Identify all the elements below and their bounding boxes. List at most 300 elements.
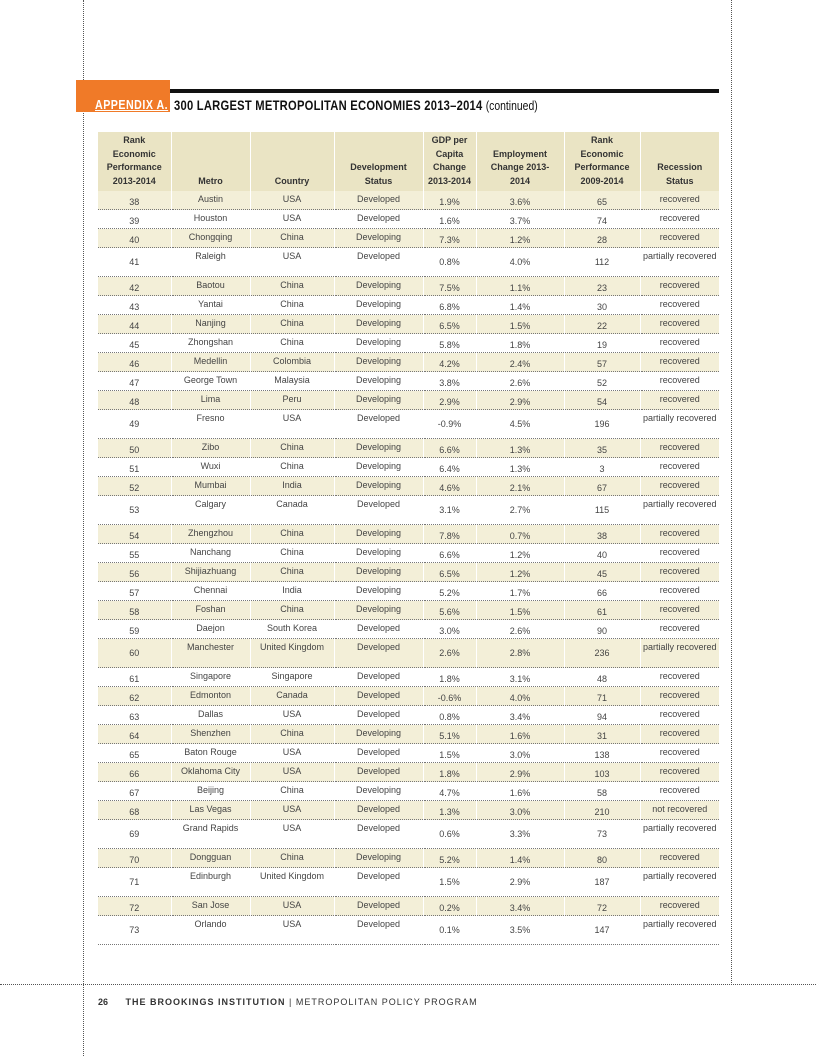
cell-col-recession-status: recovered [640, 706, 719, 725]
cell-col-employment-change: 1.6% [476, 725, 564, 744]
header-line: Rank [590, 135, 613, 145]
cell-col-country: USA [250, 801, 334, 820]
cell-col-employment-change: 1.7% [476, 582, 564, 601]
cell-col-employment-change: 1.6% [476, 782, 564, 801]
cell-col-gdp-change: 4.2% [423, 353, 476, 372]
cell-col-rank-2013: 61 [98, 668, 171, 687]
cell-col-rank-2009: 66 [564, 582, 640, 601]
footer-institution: THE BROOKINGS INSTITUTION [125, 997, 286, 1007]
cell-col-employment-change: 3.1% [476, 668, 564, 687]
title-text: 300 LARGEST METROPOLITAN ECONOMIES 2013–2014 [174, 97, 483, 113]
cell-col-recession-status: recovered [640, 525, 719, 544]
cell-col-gdp-change: 7.3% [423, 229, 476, 248]
cell-col-metro: Zibo [171, 439, 250, 458]
cell-col-rank-2013: 67 [98, 782, 171, 801]
cell-col-rank-2009: 48 [564, 668, 640, 687]
cell-col-employment-change: 1.3% [476, 439, 564, 458]
cell-col-country: China [250, 849, 334, 868]
cell-col-country: India [250, 582, 334, 601]
cell-col-recession-status: partially recovered [640, 868, 719, 897]
cell-col-employment-change: 3.4% [476, 897, 564, 916]
table-body [98, 191, 719, 945]
cell-col-gdp-change: -0.9% [423, 410, 476, 439]
cell-col-employment-change: 2.6% [476, 372, 564, 391]
cell-col-development-status: Developing [334, 229, 423, 248]
cell-col-rank-2013: 71 [98, 868, 171, 897]
cell-col-development-status: Developed [334, 620, 423, 639]
cell-col-development-status: Developed [334, 687, 423, 706]
cell-col-development-status: Developing [334, 544, 423, 563]
cell-col-rank-2009: 210 [564, 801, 640, 820]
cell-col-rank-2013: 40 [98, 229, 171, 248]
table-row [98, 782, 719, 801]
table-row [98, 601, 719, 620]
cell-col-employment-change: 4.0% [476, 248, 564, 277]
table-row [98, 544, 719, 563]
cell-col-development-status: Developed [334, 191, 423, 210]
header-line: Capita [435, 148, 464, 159]
cell-col-metro: Lima [171, 391, 250, 410]
cell-col-development-status: Developing [334, 391, 423, 410]
cell-col-development-status: Developed [334, 706, 423, 725]
cell-col-rank-2013: 59 [98, 620, 171, 639]
cell-col-country: USA [250, 191, 334, 210]
cell-col-metro: Las Vegas [171, 801, 250, 820]
cell-col-recession-status: recovered [640, 601, 719, 620]
cell-col-employment-change: 2.9% [476, 391, 564, 410]
cell-col-recession-status: partially recovered [640, 639, 719, 668]
cell-col-gdp-change: 6.4% [423, 458, 476, 477]
header-col-country [250, 132, 334, 191]
cell-col-gdp-change: 6.5% [423, 315, 476, 334]
page-number: 26 [98, 997, 109, 1007]
left-margin-guide [83, 0, 84, 1056]
cell-col-rank-2009: 58 [564, 782, 640, 801]
header-col-metro [171, 132, 250, 191]
cell-col-rank-2013: 41 [98, 248, 171, 277]
cell-col-country: USA [250, 706, 334, 725]
cell-col-rank-2013: 62 [98, 687, 171, 706]
cell-col-gdp-change: -0.6% [423, 687, 476, 706]
table-row [98, 801, 719, 820]
cell-col-employment-change: 1.1% [476, 277, 564, 296]
table-row [98, 296, 719, 315]
title-continued: (continued) [485, 98, 538, 113]
cell-col-employment-change: 2.9% [476, 868, 564, 897]
cell-col-employment-change: 3.4% [476, 706, 564, 725]
table-row [98, 639, 719, 668]
cell-col-employment-change: 4.0% [476, 687, 564, 706]
cell-col-recession-status: partially recovered [640, 248, 719, 277]
header-line: Performance [574, 162, 630, 172]
cell-col-rank-2013: 51 [98, 458, 171, 477]
cell-col-employment-change: 1.5% [476, 315, 564, 334]
cell-col-recession-status: recovered [640, 296, 719, 315]
cell-col-country: China [250, 458, 334, 477]
cell-col-metro: Zhengzhou [171, 525, 250, 544]
cell-col-development-status: Developing [334, 353, 423, 372]
cell-col-development-status: Developing [334, 315, 423, 334]
cell-col-recession-status: recovered [640, 763, 719, 782]
cell-col-metro: Zhongshan [171, 334, 250, 353]
header-line: Change [432, 162, 466, 172]
cell-col-gdp-change: 7.8% [423, 525, 476, 544]
cell-col-employment-change: 2.1% [476, 477, 564, 496]
cell-col-rank-2013: 57 [98, 582, 171, 601]
cell-col-rank-2013: 56 [98, 563, 171, 582]
cell-col-recession-status: recovered [640, 315, 719, 334]
table-row [98, 897, 719, 916]
cell-col-country: USA [250, 248, 334, 277]
cell-col-recession-status: recovered [640, 277, 719, 296]
appendix-label: APPENDIX A. [95, 97, 169, 112]
cell-col-rank-2013: 47 [98, 372, 171, 391]
cell-col-rank-2013: 69 [98, 820, 171, 849]
table-row [98, 668, 719, 687]
cell-col-metro: Daejon [171, 620, 250, 639]
cell-col-gdp-change: 0.8% [423, 248, 476, 277]
table-row [98, 744, 719, 763]
cell-col-gdp-change: 7.5% [423, 277, 476, 296]
cell-col-recession-status: recovered [640, 782, 719, 801]
cell-col-development-status: Developed [334, 496, 423, 525]
cell-col-country: Malaysia [250, 372, 334, 391]
cell-col-development-status: Developing [334, 458, 423, 477]
cell-col-recession-status: recovered [640, 391, 719, 410]
cell-col-rank-2009: 73 [564, 820, 640, 849]
cell-col-gdp-change: 6.5% [423, 563, 476, 582]
cell-col-recession-status: recovered [640, 372, 719, 391]
cell-col-gdp-change: 1.5% [423, 868, 476, 897]
cell-col-gdp-change: 6.6% [423, 439, 476, 458]
header-col-rank-2013 [98, 132, 171, 191]
cell-col-gdp-change: 4.7% [423, 782, 476, 801]
right-margin-guide [731, 0, 732, 985]
cell-col-development-status: Developed [334, 801, 423, 820]
cell-col-country: China [250, 439, 334, 458]
header-line: Status [364, 175, 393, 186]
cell-col-rank-2013: 49 [98, 410, 171, 439]
cell-col-country: Colombia [250, 353, 334, 372]
cell-col-metro: Mumbai [171, 477, 250, 496]
cell-col-rank-2013: 45 [98, 334, 171, 353]
cell-col-employment-change: 1.5% [476, 601, 564, 620]
cell-col-development-status: Developing [334, 439, 423, 458]
cell-col-rank-2013: 53 [98, 496, 171, 525]
cell-col-gdp-change: 1.5% [423, 744, 476, 763]
page-title [174, 97, 538, 113]
cell-col-rank-2009: 52 [564, 372, 640, 391]
cell-col-metro: Medellin [171, 353, 250, 372]
cell-col-metro: Austin [171, 191, 250, 210]
cell-col-country: China [250, 601, 334, 620]
cell-col-employment-change: 1.2% [476, 544, 564, 563]
table-row [98, 868, 719, 897]
cell-col-gdp-change: 3.1% [423, 496, 476, 525]
cell-col-rank-2009: 28 [564, 229, 640, 248]
cell-col-gdp-change: 4.6% [423, 477, 476, 496]
cell-col-gdp-change: 5.2% [423, 582, 476, 601]
cell-col-rank-2009: 40 [564, 544, 640, 563]
cell-col-rank-2013: 42 [98, 277, 171, 296]
cell-col-recession-status: recovered [640, 334, 719, 353]
cell-col-rank-2009: 72 [564, 897, 640, 916]
cell-col-gdp-change: 1.8% [423, 763, 476, 782]
header-line: Development [350, 162, 407, 172]
header-line: Metro [198, 175, 223, 186]
cell-col-rank-2013: 63 [98, 706, 171, 725]
header-line: Economic [112, 148, 156, 159]
cell-col-rank-2009: 236 [564, 639, 640, 668]
cell-col-gdp-change: 6.8% [423, 296, 476, 315]
header-col-development-status [334, 132, 423, 191]
cell-col-employment-change: 2.4% [476, 353, 564, 372]
cell-col-rank-2009: 22 [564, 315, 640, 334]
cell-col-recession-status: recovered [640, 458, 719, 477]
cell-col-country: China [250, 725, 334, 744]
cell-col-country: China [250, 525, 334, 544]
cell-col-gdp-change: 0.8% [423, 706, 476, 725]
cell-col-development-status: Developing [334, 601, 423, 620]
cell-col-metro: Fresno [171, 410, 250, 439]
table-row [98, 563, 719, 582]
cell-col-rank-2009: 30 [564, 296, 640, 315]
cell-col-metro: Beijing [171, 782, 250, 801]
header-line: Performance [106, 162, 162, 172]
cell-col-rank-2009: 74 [564, 210, 640, 229]
cell-col-country: USA [250, 763, 334, 782]
cell-col-gdp-change: 1.6% [423, 210, 476, 229]
cell-col-country: USA [250, 916, 334, 945]
cell-col-gdp-change: 3.0% [423, 620, 476, 639]
cell-col-development-status: Developed [334, 410, 423, 439]
cell-col-country: China [250, 334, 334, 353]
cell-col-development-status: Developed [334, 639, 423, 668]
cell-col-metro: Manchester [171, 639, 250, 668]
cell-col-recession-status: recovered [640, 897, 719, 916]
cell-col-metro: Wuxi [171, 458, 250, 477]
cell-col-rank-2013: 66 [98, 763, 171, 782]
cell-col-development-status: Developing [334, 563, 423, 582]
cell-col-development-status: Developing [334, 372, 423, 391]
table-row [98, 372, 719, 391]
cell-col-gdp-change: 2.6% [423, 639, 476, 668]
cell-col-country: Canada [250, 496, 334, 525]
metro-economies-table [98, 132, 719, 945]
cell-col-development-status: Developing [334, 725, 423, 744]
cell-col-rank-2013: 60 [98, 639, 171, 668]
table-row [98, 582, 719, 601]
header-col-recession-status [640, 132, 719, 191]
cell-col-country: United Kingdom [250, 868, 334, 897]
cell-col-rank-2009: 94 [564, 706, 640, 725]
cell-col-recession-status: recovered [640, 563, 719, 582]
cell-col-rank-2009: 65 [564, 191, 640, 210]
table-row [98, 191, 719, 210]
cell-col-gdp-change: 5.6% [423, 601, 476, 620]
header-col-employment-change [476, 132, 564, 191]
cell-col-recession-status: recovered [640, 477, 719, 496]
cell-col-metro: Orlando [171, 916, 250, 945]
cell-col-gdp-change: 1.9% [423, 191, 476, 210]
cell-col-metro: Shijiazhuang [171, 563, 250, 582]
cell-col-rank-2009: 54 [564, 391, 640, 410]
cell-col-rank-2013: 44 [98, 315, 171, 334]
cell-col-metro: Dongguan [171, 849, 250, 868]
header-line: Recession [657, 162, 703, 172]
table-row [98, 687, 719, 706]
cell-col-gdp-change: 5.8% [423, 334, 476, 353]
table-row [98, 916, 719, 945]
header-line: 2013-2014 [112, 175, 156, 186]
cell-col-development-status: Developed [334, 668, 423, 687]
cell-col-development-status: Developing [334, 525, 423, 544]
cell-col-metro: Baotou [171, 277, 250, 296]
cell-col-development-status: Developed [334, 916, 423, 945]
table-row [98, 620, 719, 639]
header-line: 2013-2014 [427, 175, 472, 186]
header-line: 2014 [509, 175, 531, 186]
cell-col-metro: Dallas [171, 706, 250, 725]
cell-col-employment-change: 4.5% [476, 410, 564, 439]
cell-col-metro: Shenzhen [171, 725, 250, 744]
cell-col-metro: Houston [171, 210, 250, 229]
cell-col-metro: Edmonton [171, 687, 250, 706]
cell-col-country: China [250, 544, 334, 563]
table-row [98, 353, 719, 372]
cell-col-recession-status: recovered [640, 668, 719, 687]
cell-col-rank-2009: 35 [564, 439, 640, 458]
page-footer [98, 997, 478, 1007]
cell-col-country: India [250, 477, 334, 496]
cell-col-country: China [250, 782, 334, 801]
cell-col-development-status: Developing [334, 277, 423, 296]
cell-col-employment-change: 3.5% [476, 916, 564, 945]
cell-col-gdp-change: 1.3% [423, 801, 476, 820]
cell-col-employment-change: 2.7% [476, 496, 564, 525]
cell-col-recession-status: recovered [640, 210, 719, 229]
cell-col-employment-change: 3.6% [476, 191, 564, 210]
cell-col-recession-status: recovered [640, 687, 719, 706]
cell-col-development-status: Developing [334, 334, 423, 353]
table-row [98, 496, 719, 525]
table-row [98, 820, 719, 849]
cell-col-rank-2009: 80 [564, 849, 640, 868]
header-line: Change 2013- [490, 162, 550, 172]
cell-col-country: Singapore [250, 668, 334, 687]
header-col-rank-2009 [564, 132, 640, 191]
cell-col-development-status: Developed [334, 868, 423, 897]
cell-col-country: China [250, 277, 334, 296]
table-row [98, 410, 719, 439]
cell-col-metro: Foshan [171, 601, 250, 620]
cell-col-rank-2013: 38 [98, 191, 171, 210]
table-row [98, 229, 719, 248]
cell-col-metro: Baton Rouge [171, 744, 250, 763]
cell-col-rank-2013: 48 [98, 391, 171, 410]
cell-col-rank-2009: 196 [564, 410, 640, 439]
cell-col-rank-2013: 43 [98, 296, 171, 315]
cell-col-recession-status: partially recovered [640, 820, 719, 849]
cell-col-rank-2013: 52 [98, 477, 171, 496]
cell-col-rank-2009: 103 [564, 763, 640, 782]
cell-col-development-status: Developing [334, 477, 423, 496]
cell-col-development-status: Developed [334, 210, 423, 229]
cell-col-metro: Yantai [171, 296, 250, 315]
cell-col-gdp-change: 6.6% [423, 544, 476, 563]
title-rule [170, 89, 719, 93]
cell-col-country: China [250, 229, 334, 248]
cell-col-rank-2013: 39 [98, 210, 171, 229]
cell-col-recession-status: recovered [640, 744, 719, 763]
cell-col-gdp-change: 2.9% [423, 391, 476, 410]
cell-col-rank-2013: 58 [98, 601, 171, 620]
cell-col-metro: Chongqing [171, 229, 250, 248]
cell-col-rank-2013: 50 [98, 439, 171, 458]
cell-col-recession-status: recovered [640, 725, 719, 744]
cell-col-recession-status: recovered [640, 582, 719, 601]
header-line: Rank [123, 135, 146, 145]
table-row [98, 334, 719, 353]
cell-col-employment-change: 0.7% [476, 525, 564, 544]
cell-col-country: Peru [250, 391, 334, 410]
cell-col-country: USA [250, 820, 334, 849]
cell-col-recession-status: recovered [640, 620, 719, 639]
footer-program: METROPOLITAN POLICY PROGRAM [295, 997, 478, 1007]
cell-col-rank-2013: 72 [98, 897, 171, 916]
cell-col-rank-2009: 61 [564, 601, 640, 620]
table-row [98, 391, 719, 410]
cell-col-recession-status: partially recovered [640, 410, 719, 439]
cell-col-metro: Edinburgh [171, 868, 250, 897]
cell-col-recession-status: recovered [640, 229, 719, 248]
cell-col-metro: Singapore [171, 668, 250, 687]
cell-col-rank-2009: 3 [564, 458, 640, 477]
cell-col-employment-change: 1.4% [476, 296, 564, 315]
cell-col-employment-change: 3.7% [476, 210, 564, 229]
cell-col-employment-change: 3.3% [476, 820, 564, 849]
cell-col-metro: Grand Rapids [171, 820, 250, 849]
footer-separator: | [289, 997, 293, 1007]
cell-col-recession-status: recovered [640, 191, 719, 210]
cell-col-rank-2009: 138 [564, 744, 640, 763]
cell-col-development-status: Developed [334, 744, 423, 763]
cell-col-employment-change: 3.0% [476, 744, 564, 763]
cell-col-development-status: Developing [334, 782, 423, 801]
cell-col-employment-change: 1.4% [476, 849, 564, 868]
table-row [98, 315, 719, 334]
cell-col-rank-2009: 57 [564, 353, 640, 372]
cell-col-gdp-change: 5.2% [423, 849, 476, 868]
cell-col-gdp-change: 0.6% [423, 820, 476, 849]
cell-col-recession-status: partially recovered [640, 916, 719, 945]
cell-col-rank-2009: 90 [564, 620, 640, 639]
table-header-row [98, 132, 719, 191]
cell-col-development-status: Developed [334, 820, 423, 849]
cell-col-development-status: Developing [334, 582, 423, 601]
table-row [98, 458, 719, 477]
header-line: Employment [492, 148, 547, 159]
cell-col-rank-2009: 23 [564, 277, 640, 296]
cell-col-metro: Nanjing [171, 315, 250, 334]
table-row [98, 477, 719, 496]
cell-col-rank-2009: 71 [564, 687, 640, 706]
cell-col-rank-2009: 115 [564, 496, 640, 525]
cell-col-development-status: Developed [334, 248, 423, 277]
cell-col-country: China [250, 315, 334, 334]
bottom-margin-guide [0, 984, 816, 985]
cell-col-employment-change: 3.0% [476, 801, 564, 820]
